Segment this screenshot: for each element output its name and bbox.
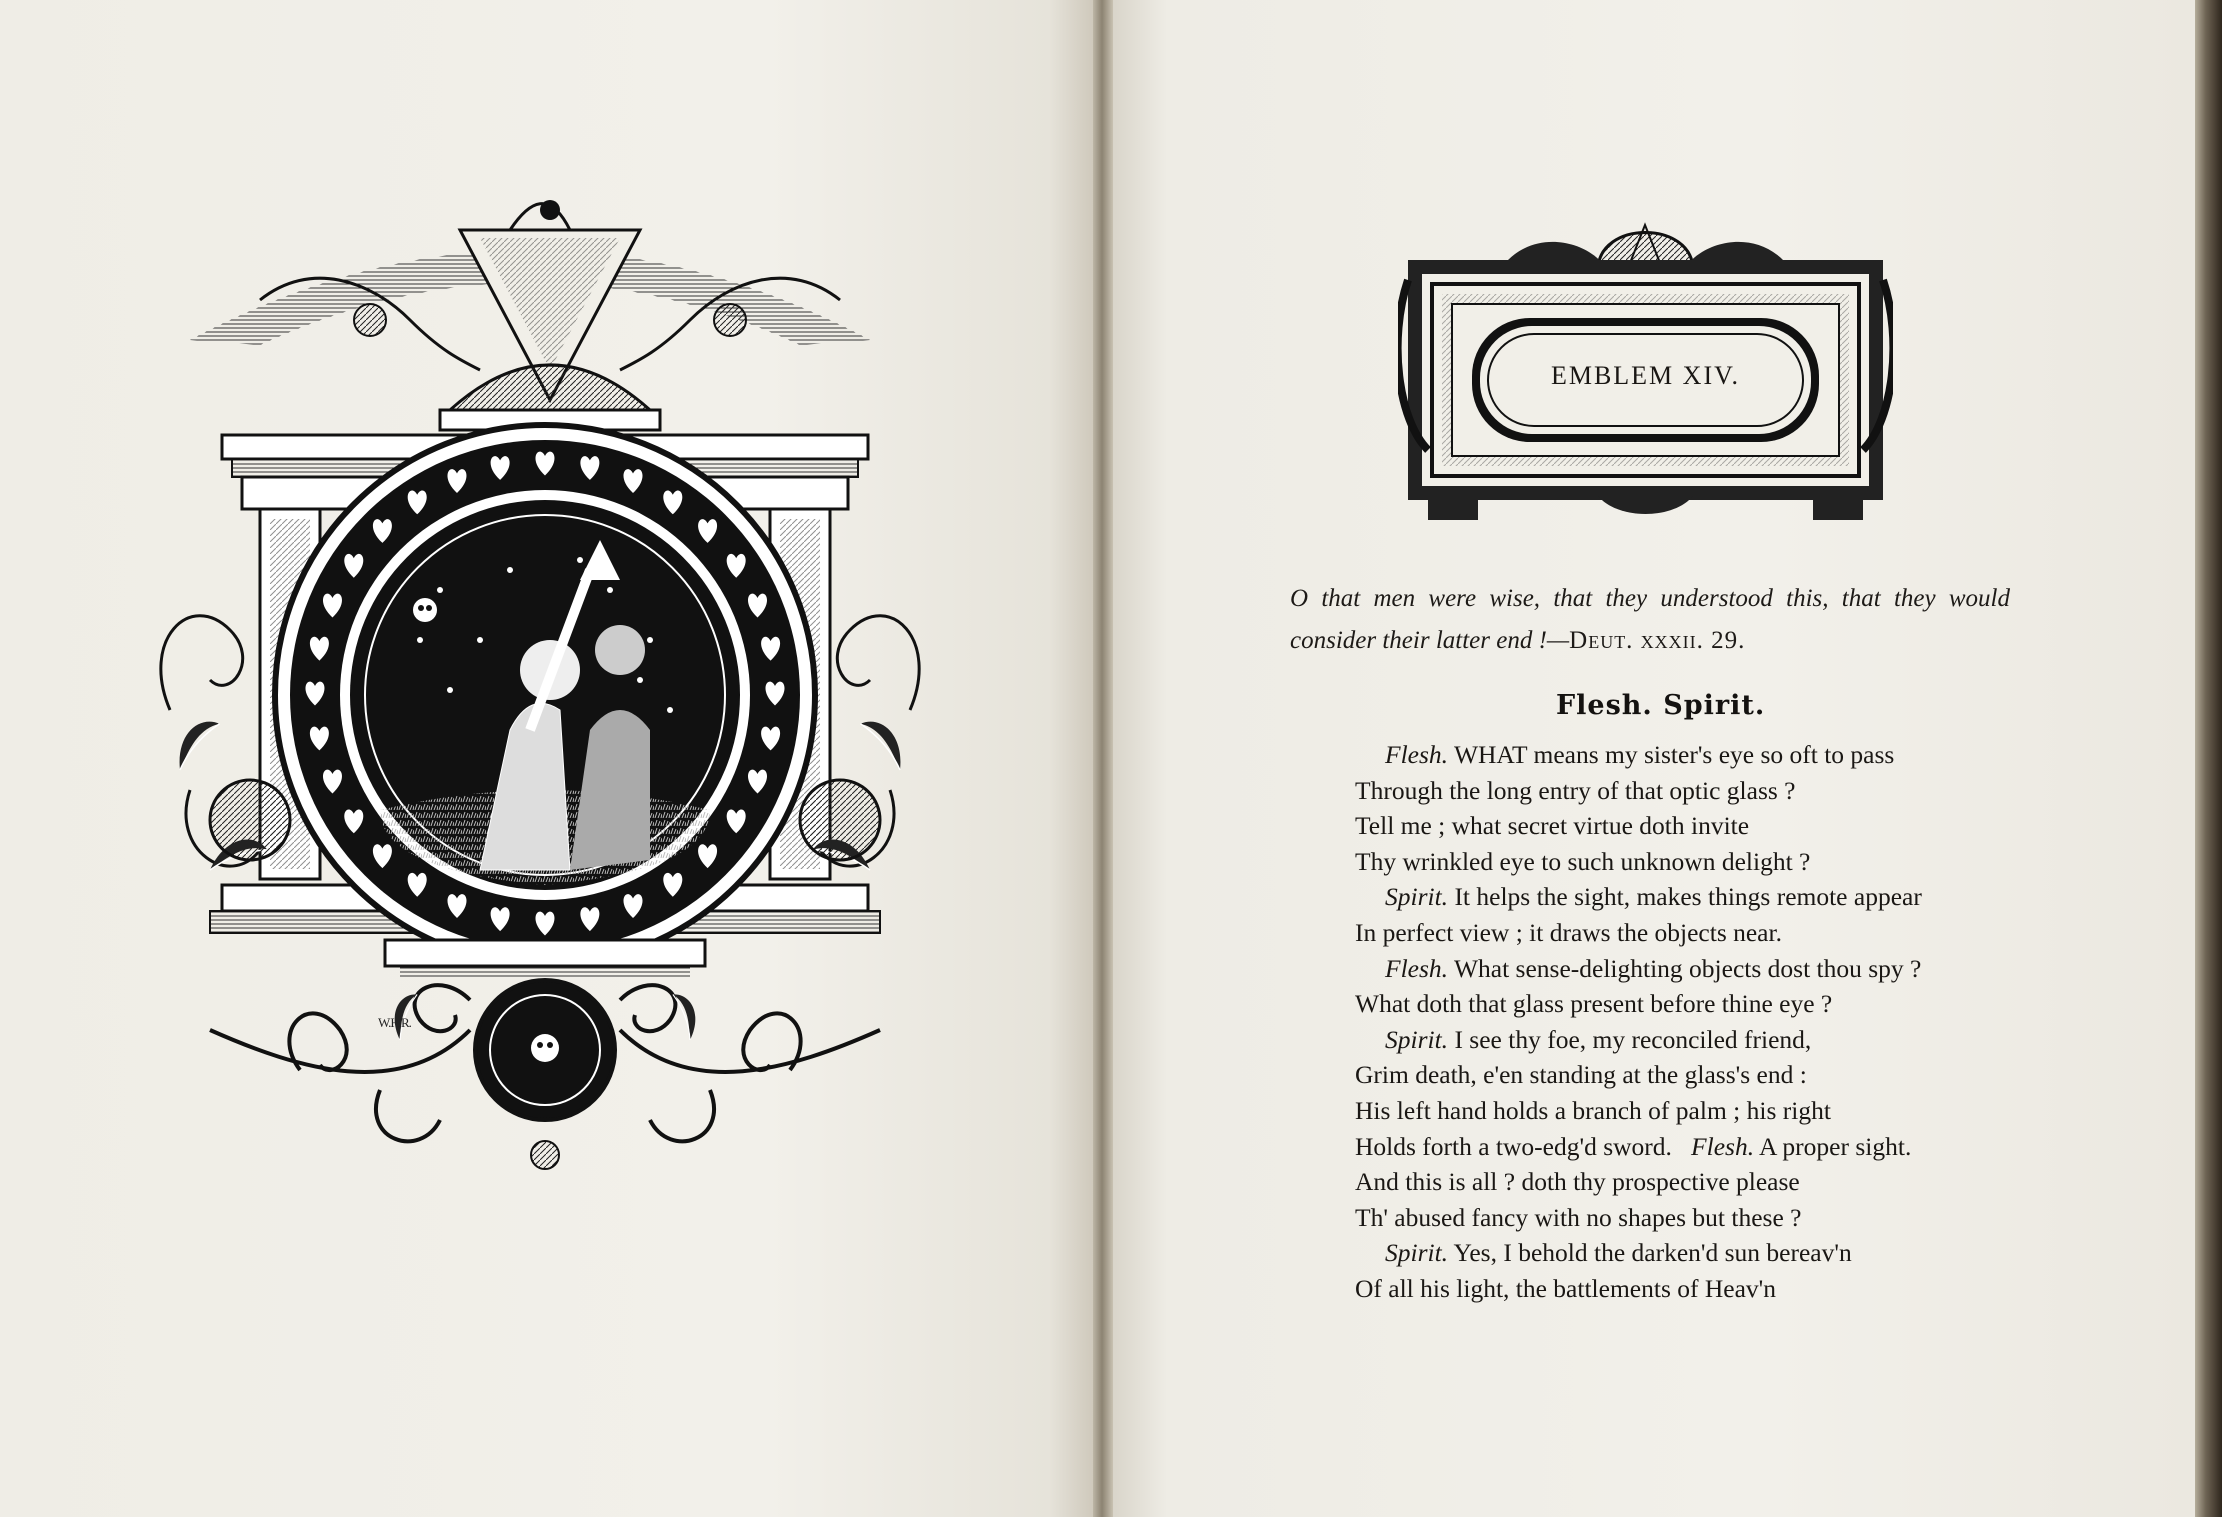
emblem-title: EMBLEM XIV. [1550,361,1741,390]
poem-line: Holds forth a two-edg'd sword. Flesh. A proper sight. [1355,1131,1912,1161]
poem-line: Th' abused fancy with no shapes but these ? [1355,1202,1802,1232]
epigraph-text: O that men were wise, that they understood this, that they would consider their latter end !— [1290,585,2010,654]
poem-line: Spirit. Yes, I behold the darken'd sun bereav'n [1385,1238,1852,1268]
poem-line: Flesh. WHAT means my sister's eye so oft to pass [1385,740,1895,769]
poem-line: Of all his light, the battlements of Heav'n [1355,1273,1776,1303]
poem-line: Spirit. It helps the sight, makes things remote appear [1385,882,1922,912]
poem-text [1355,737,2035,1307]
engraver-monogram: W.H.R. [378,1015,411,1030]
emblem-engraving [150,170,940,1250]
poem-line: What doth that glass present before thine eye ? [1355,989,1833,1019]
poem-line: And this is all ? doth thy prospective please [1355,1167,1800,1197]
book-gutter [1093,0,1113,1517]
poem-line: Spirit. I see thy foe, my reconciled friend, [1385,1024,1812,1054]
poem-line: His left hand holds a branch of palm ; his right [1355,1095,1831,1125]
page-edge [2195,0,2222,1517]
poem-line: Flesh. What sense-delighting objects dost thou spy ? [1385,953,1922,983]
poem-line: In perfect view ; it draws the objects near. [1355,917,1782,947]
poem-line: Through the long entry of that optic glass ? [1355,775,1796,805]
poem-line: Thy wrinkled eye to such unknown delight ? [1355,846,1811,876]
epigraph-reference: Deut. xxxii. 29. [1569,627,1746,654]
speakers-heading: Flesh. Spirit. [1556,690,1766,721]
poem-line: Tell me ; what secret virtue doth invite [1355,811,1750,841]
epigraph [1290,578,2010,662]
poem-line: Grim death, e'en standing at the glass's end : [1355,1060,1807,1090]
